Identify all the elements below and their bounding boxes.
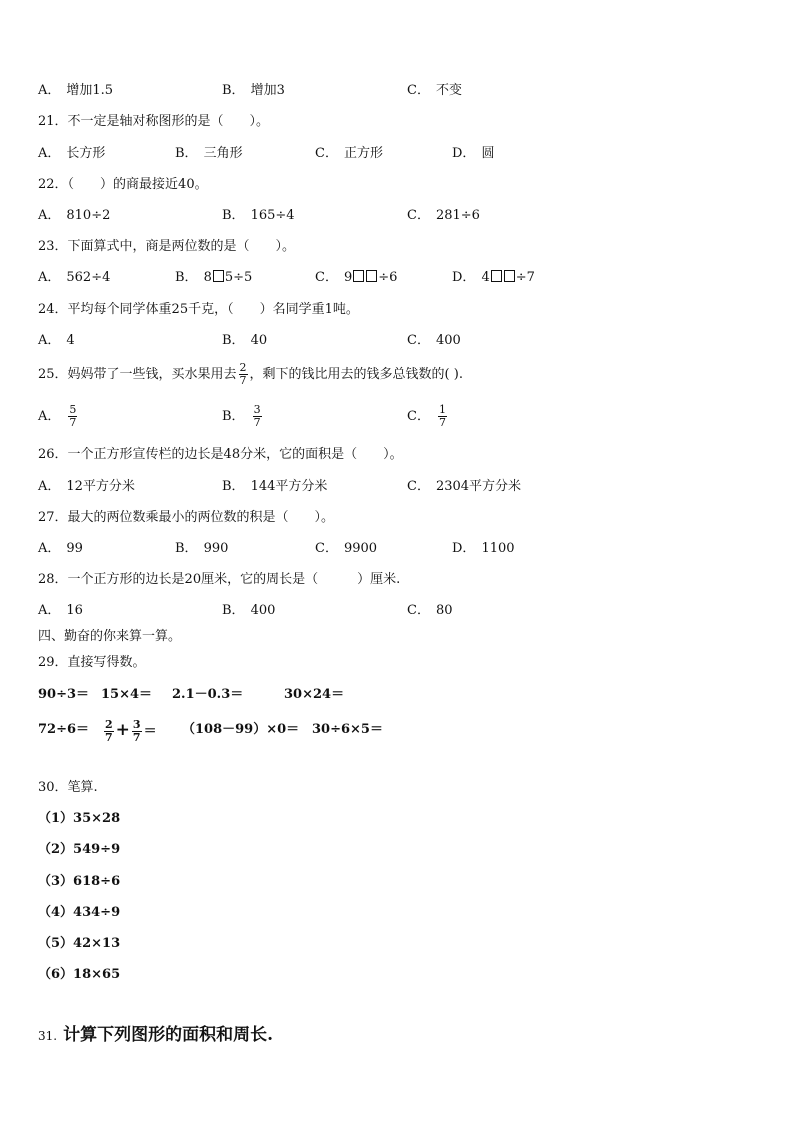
q30-item-4: （4）434÷9 xyxy=(38,905,121,920)
blank-box-icon xyxy=(491,270,502,282)
blank-box-icon xyxy=(213,270,224,282)
q20-option-c[interactable]: C． 不变 xyxy=(407,83,462,98)
q27-options xyxy=(38,540,758,560)
q29-item: 30×24＝ xyxy=(284,687,345,702)
fraction: $\frac{3}{7}$ xyxy=(253,403,261,429)
q23-option-a[interactable]: A． 562÷4 xyxy=(38,270,111,285)
q24-option-b[interactable]: B． 40 xyxy=(222,333,268,348)
q29-question: 29．直接写得数。 xyxy=(38,655,146,670)
fraction: $\frac{3}{7}$ xyxy=(132,718,141,744)
q27-question: 27．最大的两位数乘最小的两位数的积是（ ）。 xyxy=(38,510,335,525)
q26-option-b[interactable]: B． 144平方分米 xyxy=(222,479,328,494)
q26-options xyxy=(38,478,758,498)
fraction: $\frac{5}{7}$ xyxy=(69,403,77,429)
q30-item-6: （6）18×65 xyxy=(38,967,121,982)
q20-option-b[interactable]: B． 增加3 xyxy=(222,83,285,98)
section-heading: 四、勤奋的你来算一算。 xyxy=(38,629,182,644)
q24-option-a[interactable]: A． 4 xyxy=(38,333,75,348)
q27-option-d[interactable]: D． 1100 xyxy=(452,541,515,556)
q30-question: 30．笔算. xyxy=(38,780,98,795)
q26-option-c[interactable]: C． 2304平方分米 xyxy=(407,479,522,494)
q22-question: 22．（ ）的商最接近40。 xyxy=(38,177,208,192)
q24-options xyxy=(38,332,758,352)
q26-question: 26．一个正方形宣传栏的边长是48分米，它的面积是（ ）。 xyxy=(38,447,403,462)
blank-box-icon xyxy=(353,270,364,282)
q25-option-a[interactable]: A． $\frac{5}{7}$ xyxy=(38,403,77,429)
q23-option-c[interactable]: C． 9 ÷6 xyxy=(315,270,398,285)
q23-question: 23．下面算式中，商是两位数的是（ ）。 xyxy=(38,239,296,254)
q22-option-a[interactable]: A． 810÷2 xyxy=(38,208,111,223)
q29-row-1 xyxy=(38,685,758,707)
q21-question: 21．不一定是轴对称图形的是（ ）。 xyxy=(38,114,270,129)
q28-option-b[interactable]: B． 400 xyxy=(222,603,276,618)
q30-item-5: （5）42×13 xyxy=(38,936,121,951)
q29-item: 2.1－0.3＝ xyxy=(172,687,244,702)
q21-option-b[interactable]: B． 三角形 xyxy=(175,146,243,161)
q22-option-c[interactable]: C． 281÷6 xyxy=(407,208,480,223)
q29-item: 30÷6×5＝ xyxy=(312,722,383,737)
q21-options xyxy=(38,145,758,165)
q24-option-c[interactable]: C． 400 xyxy=(407,333,461,348)
q23-options xyxy=(38,269,758,289)
q25-options xyxy=(38,404,758,434)
q30-item-2: （2）549÷9 xyxy=(38,842,121,857)
q23-option-b[interactable]: B． 8 5÷5 xyxy=(175,270,253,285)
q28-options xyxy=(38,602,758,622)
q28-option-a[interactable]: A． 16 xyxy=(38,603,83,618)
blank-box-icon xyxy=(366,270,377,282)
q24-question: 24．平均每个同学体重25千克，（ ）名同学重1吨。 xyxy=(38,302,359,317)
q27-option-c[interactable]: C． 9900 xyxy=(315,541,378,556)
q25-question: 25．妈妈带了一些钱，买水果用去 $\frac{2}{7}$ ，剩下的钱比用去的钱多总钱数的( ). xyxy=(38,361,463,387)
q22-option-b[interactable]: B． 165÷4 xyxy=(222,208,295,223)
q30-item-3: （3）618÷6 xyxy=(38,874,121,889)
blank-box-icon xyxy=(504,270,515,282)
q20-option-a[interactable]: A． 增加1.5 xyxy=(38,83,114,98)
q30-item-1: （1）35×28 xyxy=(38,811,121,826)
q31-number: 31. xyxy=(38,1029,58,1043)
q25-option-b[interactable]: B． $\frac{3}{7}$ xyxy=(222,403,261,429)
fraction: $\frac{1}{7}$ xyxy=(438,403,446,429)
q20-options xyxy=(38,82,758,102)
q29-item-fraction-sum: $\frac{2}{7}$ + $\frac{3}{7}$ ＝ xyxy=(105,718,157,744)
q29-item: 15×4＝ xyxy=(101,687,153,702)
q26-option-a[interactable]: A． 12平方分米 xyxy=(38,479,135,494)
q22-options xyxy=(38,207,758,227)
q29-item: 90÷3＝ xyxy=(38,687,90,702)
q31-text: 计算下列图形的面积和周长. xyxy=(63,1025,274,1045)
q28-question: 28．一个正方形的边长是20厘米，它的周长是（ ）厘米. xyxy=(38,572,401,587)
q29-item: 72÷6＝ xyxy=(38,722,90,737)
q31-question xyxy=(38,1023,273,1049)
q29-row-2 xyxy=(38,712,758,752)
q23-option-d[interactable]: D． 4 ÷7 xyxy=(452,270,535,285)
q27-option-a[interactable]: A． 99 xyxy=(38,541,83,556)
fraction: $\frac{2}{7}$ xyxy=(239,361,247,387)
q25-option-c[interactable]: C． $\frac{1}{7}$ xyxy=(407,403,446,429)
q27-option-b[interactable]: B． 990 xyxy=(175,541,229,556)
q21-option-d[interactable]: D． 圆 xyxy=(452,146,495,161)
q28-option-c[interactable]: C． 80 xyxy=(407,603,453,618)
q29-item: （108－99）×0＝ xyxy=(182,722,300,737)
fraction: $\frac{2}{7}$ xyxy=(105,718,113,744)
q21-option-c[interactable]: C． 正方形 xyxy=(315,146,383,161)
q21-option-a[interactable]: A． 长方形 xyxy=(38,146,106,161)
